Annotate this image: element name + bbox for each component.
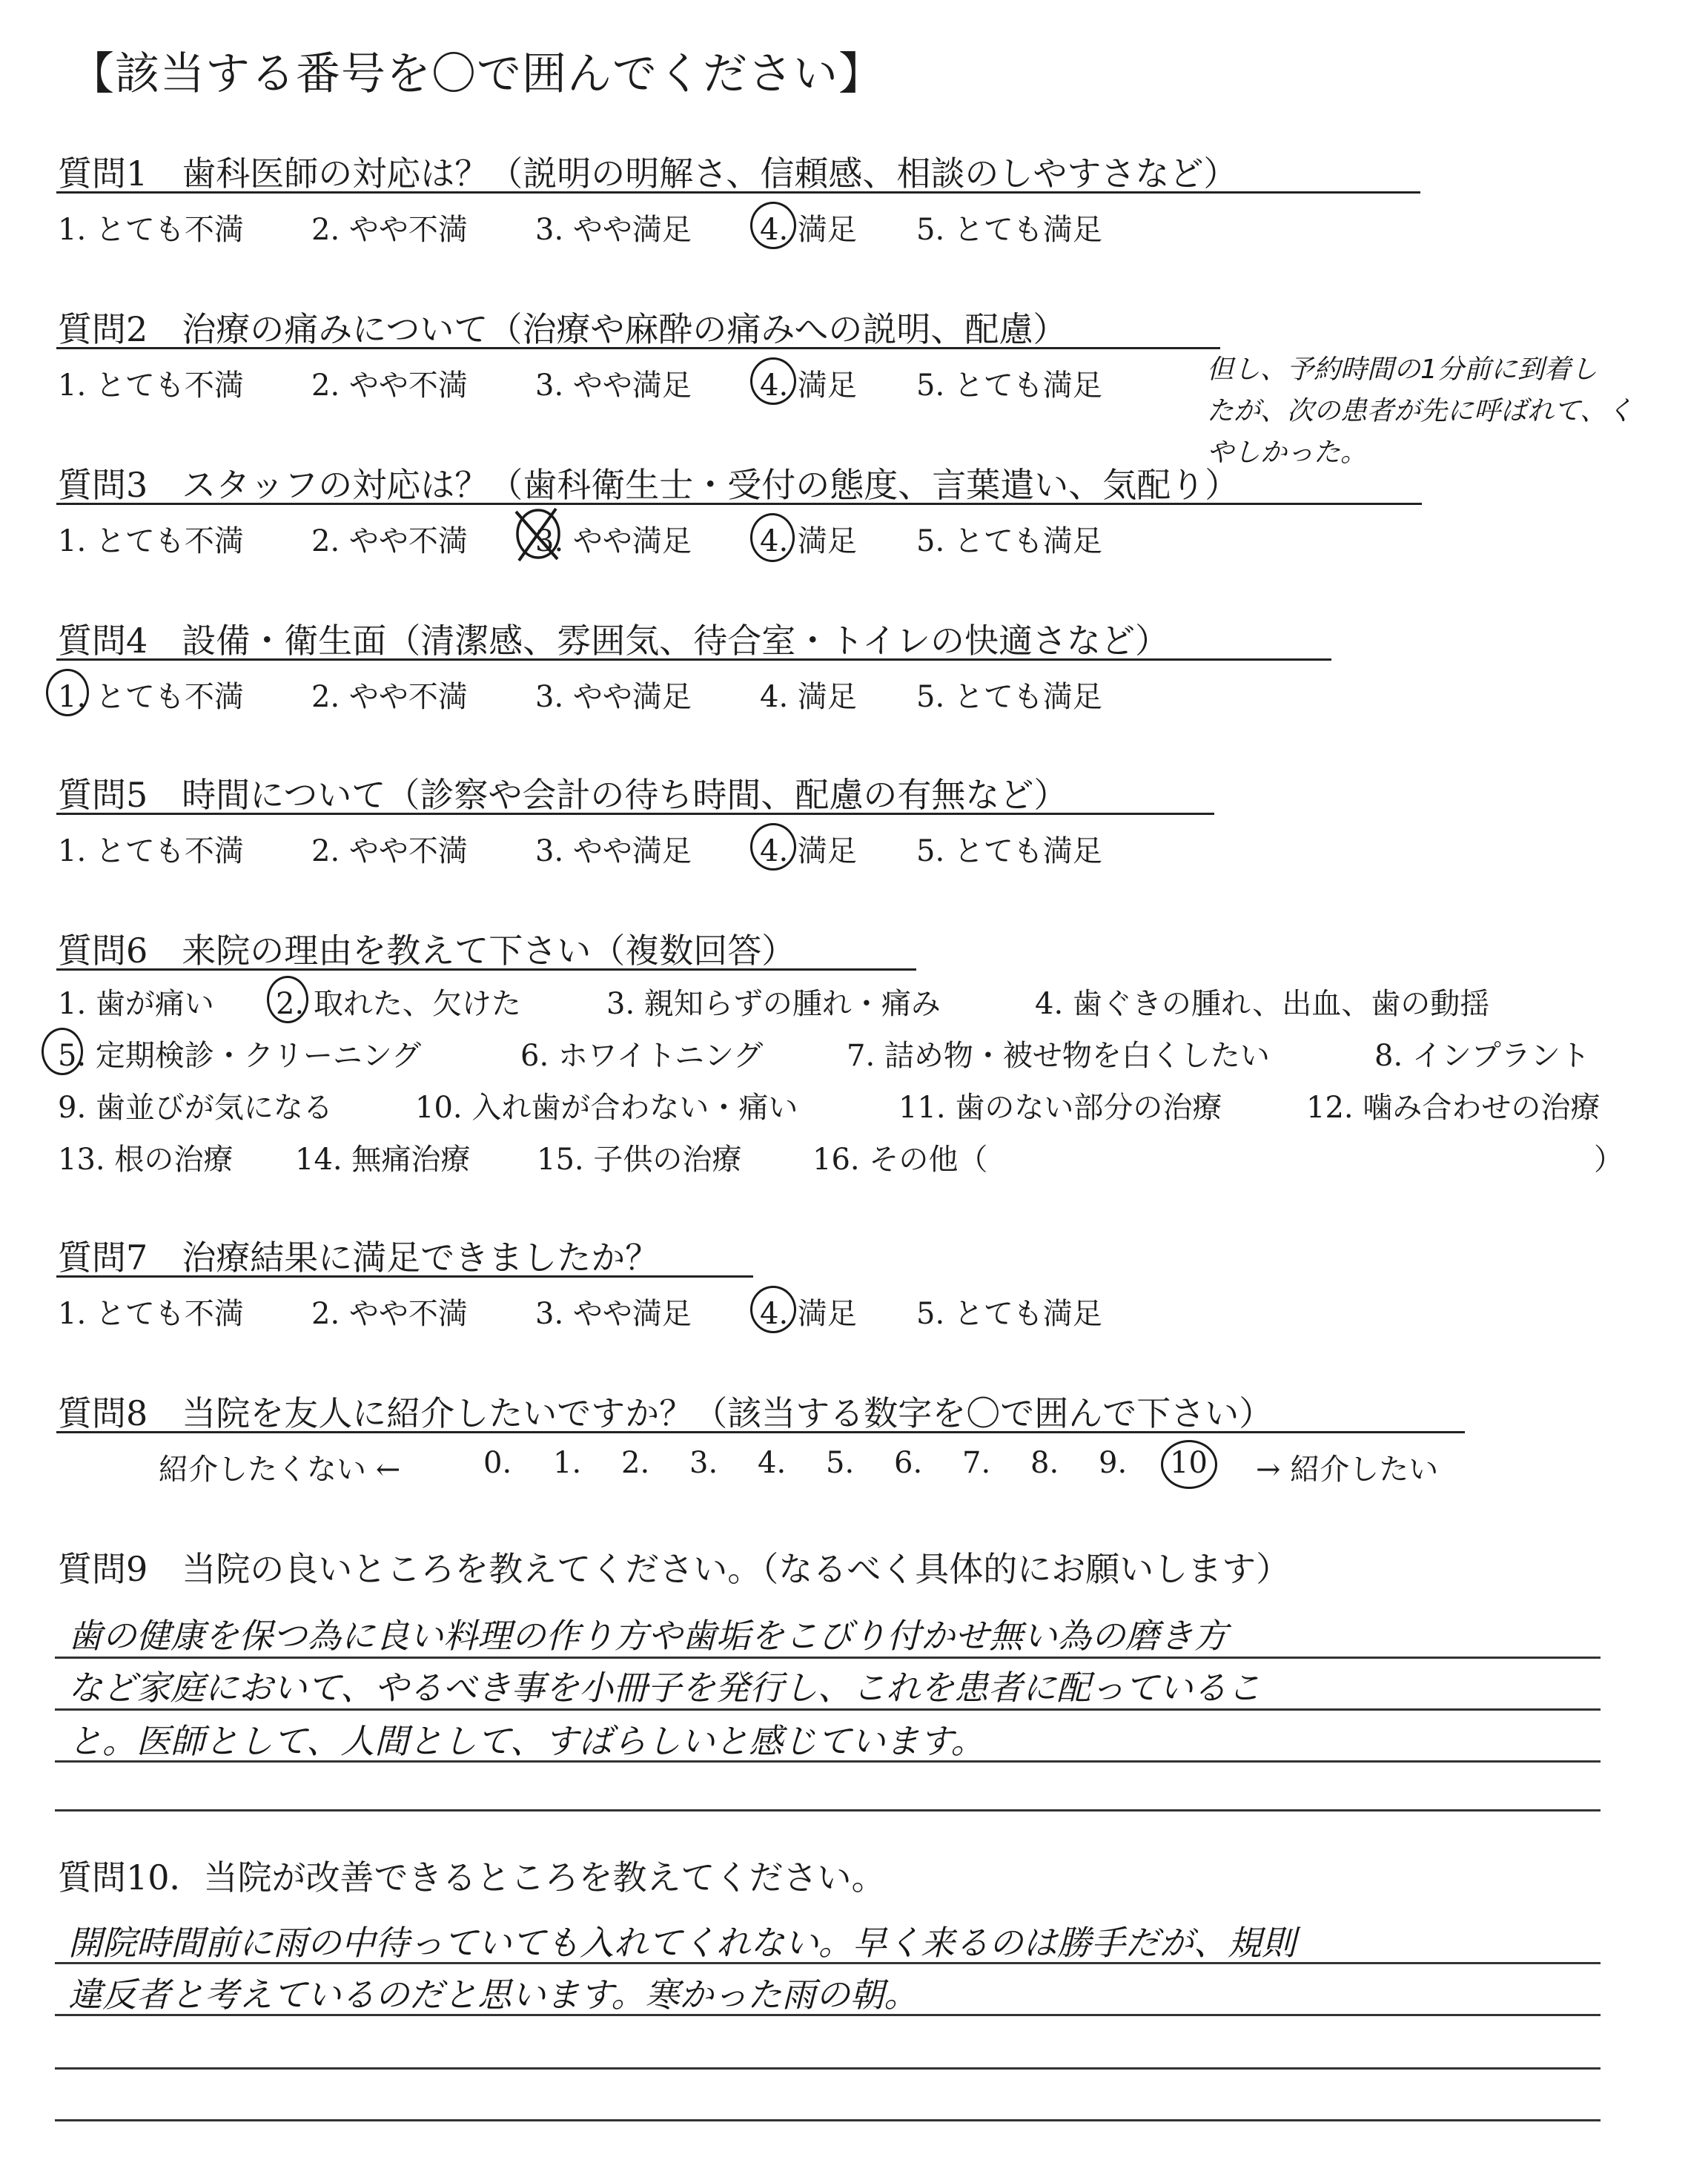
question-3-title: 質問3 スタッフの対応は？（歯科衛生士・受付の態度、言葉遣い、気配り） [58, 465, 1239, 505]
option-8[interactable]: 8. インプラント [1374, 1039, 1590, 1073]
scale-right-label: → 紹介したい [1256, 1453, 1439, 1487]
question-8-title: 質問8 当院を友人に紹介したいですか？（該当する数字を〇で囲んで下さい） [58, 1393, 1274, 1433]
scale-6[interactable]: 6. [894, 1446, 923, 1480]
scale-1[interactable]: 1. [553, 1446, 582, 1480]
selected-circle-mark [46, 669, 89, 716]
note-line: やしかった。 [1207, 437, 1368, 468]
answer-line-text: 開院時間前に雨の中待っていても入れてくれない。早く来るのは勝手だが、規則 [68, 1923, 1296, 1963]
question-underline [56, 658, 1331, 661]
scale-9[interactable]: 9. [1099, 1446, 1128, 1480]
note-line: たが、次の患者が先に呼ばれて、く [1207, 396, 1634, 426]
option-3[interactable]: 3. やや満足 [535, 1297, 692, 1331]
question-4-title: 質問4 設備・衛生面（清潔感、雰囲気、待合室・トイレの快適さなど） [58, 621, 1169, 661]
option-4[interactable]: 4. 満足 [760, 369, 857, 403]
question-underline [56, 503, 1422, 505]
answer-line-text: 違反者と考えているのだと思います。寒かった雨の朝。 [68, 1975, 918, 2015]
question-underline [56, 191, 1420, 194]
answer-rule [55, 2067, 1601, 2070]
answer-rule [55, 1809, 1601, 1811]
selected-circle-mark [42, 1028, 83, 1075]
option-4[interactable]: 4. 満足 [760, 1297, 857, 1331]
option-1[interactable]: 1. とても不満 [58, 1297, 244, 1331]
option-3[interactable]: 3. 親知らずの腫れ・痛み [606, 987, 941, 1021]
question-9-title: 質問9 当院の良いところを教えてください。（なるべく具体的にお願いします） [58, 1549, 1291, 1589]
option-14[interactable]: 14. 無痛治療 [295, 1143, 471, 1177]
selected-circle-mark [750, 823, 796, 871]
option-16[interactable]: 16. その他（ [812, 1143, 988, 1177]
selected-circle-mark [267, 976, 308, 1023]
answer-line-text: など家庭において、やるべき事を小冊子を発行し、これを患者に配っているこ [68, 1668, 1262, 1708]
option-2[interactable]: 2. やや不満 [311, 680, 468, 714]
answer-rule [55, 2119, 1601, 2121]
question-5-title: 質問5 時間について（診察や会計の待ち時間、配慮の有無など） [58, 775, 1068, 815]
option-11[interactable]: 11. 歯のない部分の治療 [898, 1091, 1222, 1125]
option-5[interactable]: 5. とても満足 [916, 834, 1102, 868]
scale-2[interactable]: 2. [621, 1446, 650, 1480]
option-5[interactable]: 5. とても満足 [916, 1297, 1102, 1331]
answer-rule [55, 2014, 1601, 2016]
option-2[interactable]: 2. やや不満 [311, 834, 468, 868]
option-4[interactable]: 4. 歯ぐきの腫れ、出血、歯の動揺 [1035, 987, 1490, 1021]
question-underline [56, 347, 1220, 349]
question-1-title: 質問1 歯科医師の対応は？（説明の明解さ、信頼感、相談のしやすさなど） [58, 153, 1238, 194]
option-5[interactable]: 5. とても満足 [916, 213, 1102, 247]
selected-circle-mark [1161, 1440, 1217, 1489]
option-3[interactable]: 3. やや満足 [535, 369, 692, 403]
scale-8[interactable]: 8. [1030, 1446, 1059, 1480]
answer-line-text: 歯の健康を保つ為に良い料理の作り方や歯垢をこびり付かせ無い為の磨き方 [68, 1616, 1228, 1656]
scale-3[interactable]: 3. [689, 1446, 718, 1480]
note-line: 但し、予約時間の1分前に到着し [1207, 354, 1598, 385]
scale-4[interactable]: 4. [758, 1446, 787, 1480]
question-underline [56, 1275, 753, 1278]
option-2[interactable]: 2. やや不満 [311, 213, 468, 247]
option-1[interactable]: 1. とても不満 [58, 834, 244, 868]
answer-rule [55, 1962, 1601, 1964]
selected-circle-mark [750, 357, 796, 405]
answer-rule [55, 1708, 1601, 1711]
option-13[interactable]: 13. 根の治療 [58, 1143, 234, 1177]
question-underline [56, 1431, 1465, 1433]
option-2[interactable]: 2. やや不満 [311, 524, 468, 558]
scale-10[interactable]: 10 [1170, 1446, 1208, 1480]
option-5[interactable]: 5. とても満足 [916, 680, 1102, 714]
option-2[interactable]: 2. 取れた、欠けた [276, 987, 521, 1021]
selected-circle-mark [750, 202, 796, 249]
option-15[interactable]: 15. 子供の治療 [537, 1143, 742, 1177]
option-5[interactable]: 5. 定期検診・クリーニング [58, 1039, 422, 1073]
question-10-title: 質問10．当院が改善できるところを教えてください。 [58, 1857, 886, 1898]
option-3[interactable]: 3. やや満足 [535, 834, 692, 868]
option-12[interactable]: 12. 噛み合わせの治療 [1306, 1091, 1601, 1125]
other-close-paren: ） [1594, 1143, 1623, 1177]
answer-line-text: と。医師として、人間として、すばらしいと感じています。 [68, 1721, 985, 1761]
scale-0[interactable]: 0. [483, 1446, 512, 1480]
option-1[interactable]: 1. 歯が痛い [58, 987, 214, 1021]
option-1[interactable]: 1. とても不満 [58, 524, 244, 558]
form-instruction: 【該当する番号を〇で囲んでください】 [70, 48, 884, 100]
option-7[interactable]: 7. 詰め物・被せ物を白くしたい [847, 1039, 1270, 1073]
option-2[interactable]: 2. やや不満 [311, 1297, 468, 1331]
selected-circle-mark [750, 1286, 796, 1333]
option-1[interactable]: 1. とても不満 [58, 213, 244, 247]
option-3[interactable]: 3. やや満足 [535, 213, 692, 247]
option-1[interactable]: 1. とても不満 [58, 680, 244, 714]
option-4[interactable]: 4. 満足 [760, 524, 857, 558]
option-4[interactable]: 4. 満足 [760, 680, 857, 714]
cross-out-mark [512, 504, 563, 564]
option-5[interactable]: 5. とても満足 [916, 524, 1102, 558]
option-4[interactable]: 4. 満足 [760, 834, 857, 868]
option-5[interactable]: 5. とても満足 [916, 369, 1102, 403]
answer-rule [55, 1657, 1601, 1659]
question-6-title: 質問6 来院の理由を教えて下さい（複数回答） [58, 931, 796, 971]
question-2-title: 質問2 治療の痛みについて（治療や麻酔の痛みへの説明、配慮） [58, 309, 1068, 349]
answer-rule [55, 1760, 1601, 1763]
selected-circle-mark [750, 513, 795, 562]
scale-left-label: 紹介したくない ← [159, 1453, 401, 1487]
option-3[interactable]: 3. やや満足 [535, 680, 692, 714]
option-9[interactable]: 9. 歯並びが気になる [58, 1091, 333, 1125]
question-underline [56, 968, 916, 971]
option-3[interactable]: 3. やや満足 [535, 524, 692, 558]
option-4[interactable]: 4. 満足 [760, 213, 857, 247]
question-7-title: 質問7 治療結果に満足できましたか？ [58, 1238, 660, 1278]
option-1[interactable]: 1. とても不満 [58, 369, 244, 403]
question-underline [56, 813, 1214, 815]
option-2[interactable]: 2. やや不満 [311, 369, 468, 403]
scale-7[interactable]: 7. [962, 1446, 991, 1480]
scale-5[interactable]: 5. [826, 1446, 855, 1480]
option-10[interactable]: 10. 入れ歯が合わない・痛い [415, 1091, 798, 1125]
option-6[interactable]: 6. ホワイトニング [520, 1039, 764, 1073]
